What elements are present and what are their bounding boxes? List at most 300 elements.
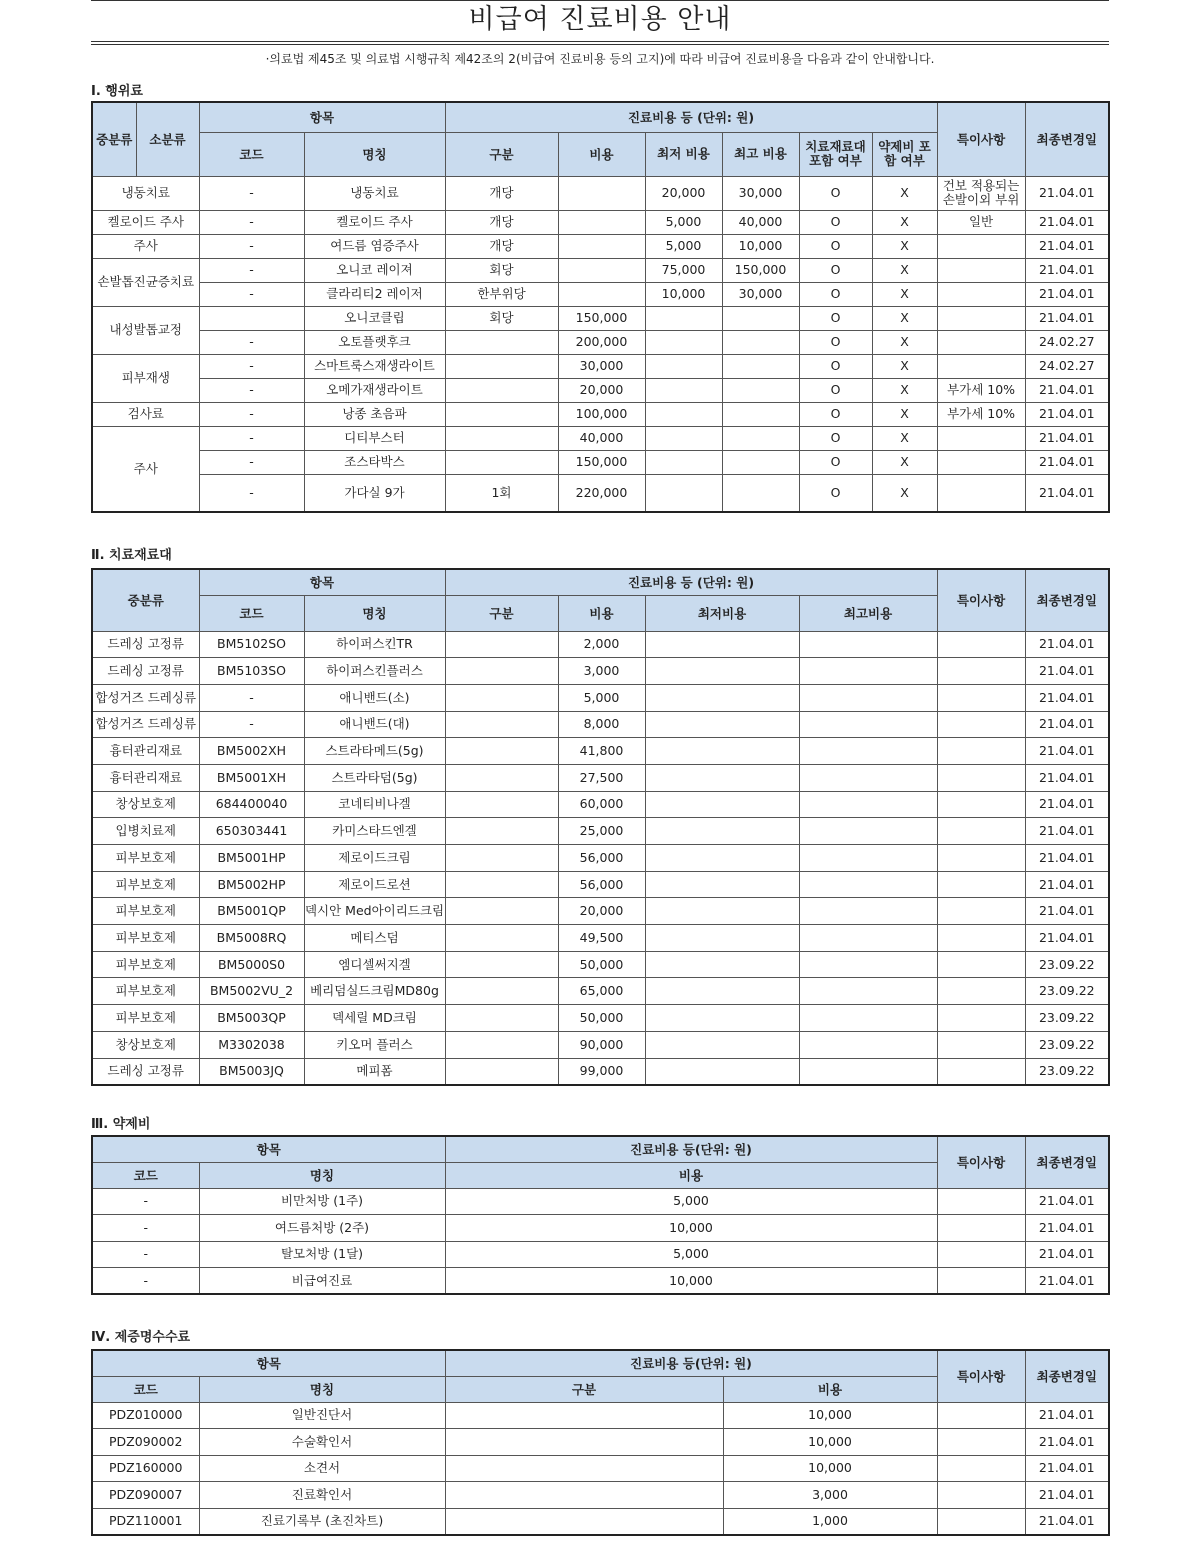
cell-note [937, 1005, 1025, 1032]
group-cell: 냉동치료 [92, 176, 199, 210]
cell-date: 21.04.01 [1025, 791, 1109, 818]
table-row [92, 306, 1109, 330]
cell-mid: 피부보호제 [92, 925, 199, 952]
cell-drug: X [872, 474, 937, 512]
cell-code: PDZ010000 [92, 1402, 199, 1429]
cell-price: 5,000 [445, 1188, 937, 1215]
certificate-rows [92, 1402, 1109, 1535]
cell-type [445, 951, 558, 978]
cell-type: 1회 [445, 474, 558, 512]
cell-price: 10,000 [723, 1402, 937, 1429]
cell-mid: 드레싱 고정류 [92, 1058, 199, 1085]
cell-note [937, 711, 1025, 738]
cell-code: - [199, 354, 304, 378]
cell-min [645, 845, 799, 872]
cell-mid: 피부보호제 [92, 978, 199, 1005]
cell-min [645, 738, 799, 765]
col-date: 최종변경일 [1025, 102, 1109, 176]
cell-code: PDZ090002 [92, 1429, 199, 1456]
cell-name: 애니밴드(소) [304, 684, 445, 711]
table-row [92, 1031, 1109, 1058]
cell-drug: X [872, 426, 937, 450]
cell-type [445, 738, 558, 765]
table-row [92, 450, 1109, 474]
cell-note [937, 1429, 1025, 1456]
table-row [92, 898, 1109, 925]
cell-date: 21.04.01 [1025, 925, 1109, 952]
cell-note [937, 1455, 1025, 1482]
cell-name: 비급여진료 [199, 1268, 445, 1295]
cell-date: 24.02.27 [1025, 354, 1109, 378]
table-row [92, 711, 1109, 738]
table-row [92, 210, 1109, 234]
cell-name: 일반진단서 [199, 1402, 445, 1429]
cell-date: 23.09.22 [1025, 951, 1109, 978]
cell-date: 21.04.01 [1025, 474, 1109, 512]
cell-min [645, 684, 799, 711]
cell-mid: 흉터관리재료 [92, 738, 199, 765]
section-1-heading: Ⅰ. 행위료 [91, 84, 143, 99]
cell-type [445, 426, 558, 450]
cell-price: 30,000 [558, 354, 645, 378]
table-row [92, 1455, 1109, 1482]
cell-code: - [199, 684, 304, 711]
material-fee-table [91, 568, 1110, 1086]
cell-note [937, 1058, 1025, 1085]
cell-mid: 합성거즈 드레싱류 [92, 684, 199, 711]
cell-type [445, 845, 558, 872]
cell-min [645, 306, 722, 330]
cell-min [645, 330, 722, 354]
cell-code: - [199, 258, 304, 282]
cell-max [799, 1031, 937, 1058]
cell-date: 21.04.01 [1025, 684, 1109, 711]
notice-text: ·의료법 제45조 및 의료법 시행규칙 제42조의 2(비급여 진료비용 등의 고지)에 따라 비급여 진료비용을 다음과 같이 안내합니다. [265, 52, 935, 66]
material-rows [92, 631, 1109, 1085]
cell-type [445, 402, 558, 426]
title-rule-2 [91, 44, 1109, 45]
cell-price: 10,000 [445, 1268, 937, 1295]
cell-note [937, 426, 1025, 450]
cell-code: - [92, 1215, 199, 1242]
cell-type [445, 1429, 723, 1456]
col-item: 항목 [92, 1350, 445, 1376]
cell-drug: X [872, 282, 937, 306]
col-note: 특이사항 [937, 1136, 1025, 1188]
cell-note [937, 845, 1025, 872]
table-row [92, 845, 1109, 872]
cell-code: - [199, 210, 304, 234]
cell-type [445, 1402, 723, 1429]
cell-note [937, 1508, 1025, 1535]
cell-code: BM5003JQ [199, 1058, 304, 1085]
cell-price: 3,000 [723, 1482, 937, 1509]
cell-max [799, 658, 937, 685]
cell-date: 21.04.01 [1025, 738, 1109, 765]
cell-date: 21.04.01 [1025, 282, 1109, 306]
col-name: 명칭 [304, 132, 445, 176]
cell-mid: 흉터관리재료 [92, 764, 199, 791]
cell-date: 23.09.22 [1025, 1058, 1109, 1085]
cell-code: BM5103SO [199, 658, 304, 685]
cell-type [445, 378, 558, 402]
cell-max [799, 818, 937, 845]
cell-price [558, 282, 645, 306]
table-row [92, 474, 1109, 512]
cell-note [937, 951, 1025, 978]
cell-min [645, 764, 799, 791]
cell-type [445, 871, 558, 898]
cell-min [645, 791, 799, 818]
cell-name: 오메가재생라이트 [304, 378, 445, 402]
cell-price: 50,000 [558, 1005, 645, 1032]
cell-type [445, 631, 558, 658]
cell-note [937, 306, 1025, 330]
cell-date: 21.04.01 [1025, 402, 1109, 426]
col-type: 구분 [445, 132, 558, 176]
table-row [92, 631, 1109, 658]
group-cell: 내성발톱교정 [92, 306, 199, 354]
cell-min [645, 898, 799, 925]
cell-price [558, 258, 645, 282]
cell-drug: X [872, 176, 937, 210]
cell-price [558, 176, 645, 210]
cell-date: 21.04.01 [1025, 176, 1109, 210]
cell-name: 덱세릴 MD크림 [304, 1005, 445, 1032]
cell-price: 40,000 [558, 426, 645, 450]
cell-type: 회당 [445, 306, 558, 330]
col-material: 치료재료대 포함 여부 [799, 132, 872, 176]
col-min: 최저 비용 [645, 132, 722, 176]
cell-name: 가다실 9가 [304, 474, 445, 512]
cell-date: 21.04.01 [1025, 1215, 1109, 1242]
cell-material: O [799, 330, 872, 354]
cell-max [799, 631, 937, 658]
cell-max: 30,000 [722, 176, 799, 210]
cell-material: O [799, 258, 872, 282]
cell-name: 오토플랫후크 [304, 330, 445, 354]
cell-date: 21.04.01 [1025, 631, 1109, 658]
table-row [92, 1241, 1109, 1268]
cell-date: 21.04.01 [1025, 711, 1109, 738]
col-max: 최고 비용 [722, 132, 799, 176]
cell-note [937, 684, 1025, 711]
cell-date: 21.04.01 [1025, 1508, 1109, 1535]
col-type: 구분 [445, 595, 558, 631]
group-cell: 주사 [92, 426, 199, 512]
cell-price: 56,000 [558, 845, 645, 872]
cell-type [445, 1058, 558, 1085]
cell-price: 99,000 [558, 1058, 645, 1085]
cell-note: 일반 [937, 210, 1025, 234]
col-min: 최저비용 [645, 595, 799, 631]
drug-rows [92, 1188, 1109, 1294]
cell-date: 21.04.01 [1025, 306, 1109, 330]
cell-code: - [199, 234, 304, 258]
table-row [92, 258, 1109, 282]
cell-name: 애니밴드(대) [304, 711, 445, 738]
section-3-heading: Ⅲ. 약제비 [91, 1117, 151, 1132]
cell-note [937, 1188, 1025, 1215]
cell-max: 40,000 [722, 210, 799, 234]
cell-name: 오니코클립 [304, 306, 445, 330]
col-code: 코드 [199, 595, 304, 631]
cell-drug: X [872, 234, 937, 258]
cell-code: 684400040 [199, 791, 304, 818]
cell-max [722, 426, 799, 450]
cell-type [445, 1482, 723, 1509]
group-cell: 켈로이드 주사 [92, 210, 199, 234]
cell-max: 30,000 [722, 282, 799, 306]
cell-type: 한부위당 [445, 282, 558, 306]
cell-mid: 창상보호제 [92, 791, 199, 818]
procedure-rows [92, 176, 1109, 512]
cell-min [645, 658, 799, 685]
cell-code: - [199, 450, 304, 474]
cell-min [645, 1058, 799, 1085]
table-row [92, 402, 1109, 426]
cell-type [445, 818, 558, 845]
cell-price: 220,000 [558, 474, 645, 512]
col-price: 비용 [558, 595, 645, 631]
certificate-fee-table [91, 1349, 1110, 1536]
cell-max [799, 738, 937, 765]
cell-min [645, 378, 722, 402]
cell-max: 150,000 [722, 258, 799, 282]
cell-date: 21.04.01 [1025, 234, 1109, 258]
col-item: 항목 [199, 569, 445, 595]
cell-min [645, 711, 799, 738]
cell-price: 90,000 [558, 1031, 645, 1058]
cell-price [558, 210, 645, 234]
cell-date: 21.04.01 [1025, 764, 1109, 791]
cell-min: 5,000 [645, 234, 722, 258]
col-item: 항목 [92, 1136, 445, 1162]
cell-date: 21.04.01 [1025, 450, 1109, 474]
cell-code: - [199, 176, 304, 210]
cell-name: 여드름처방 (2주) [199, 1215, 445, 1242]
cell-date: 24.02.27 [1025, 330, 1109, 354]
cell-max [799, 1058, 937, 1085]
cell-date: 23.09.22 [1025, 1005, 1109, 1032]
cell-material: O [799, 210, 872, 234]
cell-drug: X [872, 450, 937, 474]
cell-note [937, 871, 1025, 898]
cell-note [937, 1215, 1025, 1242]
cell-name: 비만처방 (1주) [199, 1188, 445, 1215]
cell-min: 10,000 [645, 282, 722, 306]
cell-code: BM5102SO [199, 631, 304, 658]
cell-note [937, 474, 1025, 512]
cell-type [445, 658, 558, 685]
cell-mid: 창상보호제 [92, 1031, 199, 1058]
table-row [92, 1215, 1109, 1242]
cell-note: 부가세 10% [937, 402, 1025, 426]
cell-min [645, 1031, 799, 1058]
cell-type [445, 354, 558, 378]
table-row [92, 354, 1109, 378]
cell-date: 23.09.22 [1025, 1031, 1109, 1058]
cell-name: 카미스타드엔겔 [304, 818, 445, 845]
cell-min [645, 925, 799, 952]
cell-note [937, 450, 1025, 474]
col-note: 특이사항 [937, 1350, 1025, 1402]
cell-mid: 피부보호제 [92, 845, 199, 872]
cell-price: 2,000 [558, 631, 645, 658]
cell-name: 코네티비나겔 [304, 791, 445, 818]
drug-fee-table [91, 1135, 1110, 1295]
cell-name: 냉동치료 [304, 176, 445, 210]
cell-price: 150,000 [558, 306, 645, 330]
cell-note [937, 330, 1025, 354]
cell-code: - [199, 402, 304, 426]
cell-max [799, 871, 937, 898]
cell-material: O [799, 426, 872, 450]
cell-note [937, 1031, 1025, 1058]
cell-price: 20,000 [558, 378, 645, 402]
cell-date: 21.04.01 [1025, 658, 1109, 685]
cell-material: O [799, 450, 872, 474]
cell-name: 베리덤실드크림MD80g [304, 978, 445, 1005]
cell-name: 여드름 염증주사 [304, 234, 445, 258]
cell-type [445, 711, 558, 738]
cell-type: 개당 [445, 210, 558, 234]
cell-min: 75,000 [645, 258, 722, 282]
cell-price: 41,800 [558, 738, 645, 765]
cell-name: 낭종 초음파 [304, 402, 445, 426]
col-price: 비용 [558, 132, 645, 176]
cell-drug: X [872, 354, 937, 378]
cell-price: 60,000 [558, 791, 645, 818]
cell-code: - [92, 1241, 199, 1268]
cell-code: PDZ090007 [92, 1482, 199, 1509]
col-note: 특이사항 [937, 102, 1025, 176]
cell-date: 21.04.01 [1025, 898, 1109, 925]
table-row [92, 176, 1109, 210]
table-row [92, 764, 1109, 791]
cell-price: 65,000 [558, 978, 645, 1005]
table-row [92, 951, 1109, 978]
cell-min: 5,000 [645, 210, 722, 234]
cell-note [937, 791, 1025, 818]
cell-price: 27,500 [558, 764, 645, 791]
cell-code: BM5001XH [199, 764, 304, 791]
cell-max [799, 791, 937, 818]
cell-drug: X [872, 378, 937, 402]
cell-price: 20,000 [558, 898, 645, 925]
cell-max [799, 1005, 937, 1032]
cell-note [937, 898, 1025, 925]
table-row [92, 1268, 1109, 1295]
cell-min [645, 474, 722, 512]
cell-code: BM5002XH [199, 738, 304, 765]
top-rule [91, 0, 1109, 1]
cell-code: BM5003QP [199, 1005, 304, 1032]
cell-code: - [199, 282, 304, 306]
cell-note [937, 1402, 1025, 1429]
cell-min: 20,000 [645, 176, 722, 210]
title-rule [91, 41, 1109, 42]
cell-note [937, 354, 1025, 378]
cell-name: 진료확인서 [199, 1482, 445, 1509]
col-name: 명칭 [199, 1376, 445, 1402]
page-title: 비급여 진료비용 안내 [468, 4, 732, 35]
cell-name: 하이퍼스킨TR [304, 631, 445, 658]
cell-code: - [92, 1268, 199, 1295]
cell-price: 100,000 [558, 402, 645, 426]
cell-name: 제로이드크림 [304, 845, 445, 872]
col-sub: 소분류 [136, 102, 199, 176]
table-row [92, 1402, 1109, 1429]
cell-date: 21.04.01 [1025, 258, 1109, 282]
cell-name: 조스타박스 [304, 450, 445, 474]
cell-date: 21.04.01 [1025, 426, 1109, 450]
col-date: 최종변경일 [1025, 1136, 1109, 1188]
cell-min [645, 978, 799, 1005]
cell-material: O [799, 474, 872, 512]
table-row [92, 818, 1109, 845]
cell-code: BM5000S0 [199, 951, 304, 978]
cell-note [937, 631, 1025, 658]
col-date: 최종변경일 [1025, 1350, 1109, 1402]
cell-code: BM5002VU_2 [199, 978, 304, 1005]
cell-mid: 피부보호제 [92, 898, 199, 925]
col-cost: 진료비용 등 (단위: 원) [445, 102, 937, 132]
cell-code: BM5001QP [199, 898, 304, 925]
cell-code: - [199, 330, 304, 354]
cell-name: 키오머 플러스 [304, 1031, 445, 1058]
cell-drug: X [872, 210, 937, 234]
cell-code: - [92, 1188, 199, 1215]
cell-material: O [799, 282, 872, 306]
cell-mid: 입병치료제 [92, 818, 199, 845]
cell-date: 21.04.01 [1025, 1241, 1109, 1268]
cell-date: 21.04.01 [1025, 1402, 1109, 1429]
cell-drug: X [872, 258, 937, 282]
table-row [92, 738, 1109, 765]
cell-price: 49,500 [558, 925, 645, 952]
cell-max [799, 845, 937, 872]
cell-type [445, 978, 558, 1005]
table-row [92, 426, 1109, 450]
cell-min [645, 450, 722, 474]
cell-code: - [199, 426, 304, 450]
cell-name: 수술확인서 [199, 1429, 445, 1456]
col-date: 최종변경일 [1025, 569, 1109, 631]
cell-price [558, 234, 645, 258]
cell-note [937, 738, 1025, 765]
cell-max [799, 711, 937, 738]
col-item: 항목 [199, 102, 445, 132]
table-row [92, 330, 1109, 354]
col-cost: 진료비용 등(단위: 원) [445, 1136, 937, 1162]
cell-max [722, 354, 799, 378]
cell-type [445, 791, 558, 818]
cell-name: 메티스덤 [304, 925, 445, 952]
cell-code: - [199, 474, 304, 512]
col-code: 코드 [92, 1162, 199, 1188]
cell-name: 클라리티2 레이저 [304, 282, 445, 306]
cell-max [799, 764, 937, 791]
table-row [92, 1058, 1109, 1085]
cell-code: PDZ160000 [92, 1455, 199, 1482]
cell-note [937, 1241, 1025, 1268]
table-row [92, 1188, 1109, 1215]
cell-type [445, 1031, 558, 1058]
cell-material: O [799, 402, 872, 426]
cell-name: 탈모처방 (1달) [199, 1241, 445, 1268]
cell-code: M3302038 [199, 1031, 304, 1058]
